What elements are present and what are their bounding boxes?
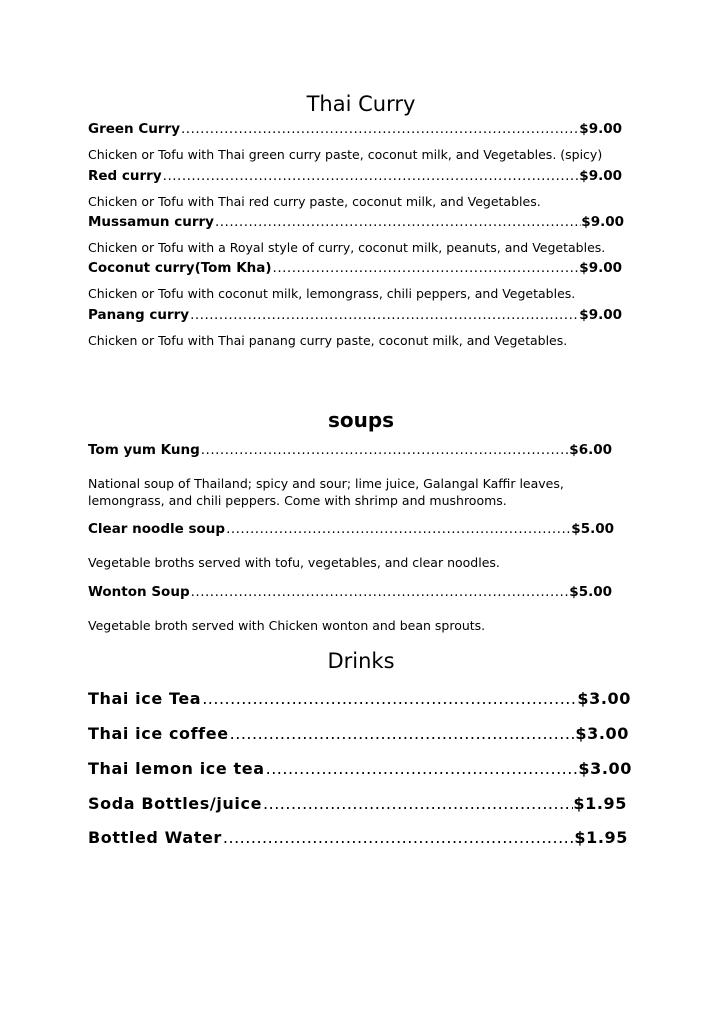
item-name: Thai ice Tea [88, 689, 202, 708]
dot-leader [163, 170, 580, 184]
dot-leader [223, 830, 574, 846]
item-description: Vegetable broths served with tofu, vegetables, and clear noodles. [88, 555, 500, 570]
dot-leader [215, 216, 581, 230]
section-title-drinks: Drinks [327, 649, 395, 673]
item-name: Wonton Soup [88, 584, 190, 600]
dot-leader [230, 726, 576, 742]
menu-item-thai-ice-tea [88, 691, 631, 707]
dot-leader [201, 444, 570, 458]
item-description: Chicken or Tofu with a Royal style of curry, coconut milk, peanuts, and Vegetables. [88, 240, 606, 255]
menu-item-green-curry [88, 123, 622, 137]
menu-item-bottled-water [88, 830, 628, 846]
item-name: Bottled Water [88, 828, 222, 847]
menu-item-thai-lemon-ice-tea [88, 761, 632, 777]
dot-leader [191, 586, 570, 600]
item-name: Clear noodle soup [88, 521, 226, 537]
item-price: $9.00 [579, 307, 622, 323]
dot-leader [202, 691, 577, 707]
item-name: Thai ice coffee [88, 724, 229, 743]
item-price: $9.00 [579, 121, 622, 137]
item-price: $1.95 [573, 794, 627, 813]
item-name: Soda Bottles/juice [88, 794, 263, 813]
item-description: Chicken or Tofu with Thai green curry paste, coconut milk, and Vegetables. (spicy) [88, 147, 603, 162]
item-price: $9.00 [579, 168, 622, 184]
item-name: Mussamun curry [88, 214, 214, 230]
item-price: $9.00 [581, 214, 624, 230]
item-name: Green Curry [88, 121, 180, 137]
item-description: National soup of Thailand; spicy and sour; lime juice, Galangal Kaffir leaves, lemongrass, and chili peppers. Come with shrimp and mushrooms. [88, 476, 564, 508]
dot-leader [266, 761, 579, 777]
menu-item-thai-ice-coffee [88, 726, 629, 742]
item-description: Vegetable broth served with Chicken wonton and bean sprouts. [88, 618, 486, 633]
item-description: Chicken or Tofu with coconut milk, lemongrass, chili peppers, and Vegetables. [88, 286, 576, 301]
dot-leader [226, 523, 571, 537]
menu-item-coconut-curry [88, 262, 622, 276]
item-name: Coconut curry(Tom Kha) [88, 260, 272, 276]
item-description: Chicken or Tofu with Thai panang curry paste, coconut milk, and Vegetables. [88, 333, 568, 348]
menu-item-tom-yum-kung [88, 444, 612, 458]
item-price: $5.00 [569, 584, 612, 600]
item-price: $3.00 [575, 724, 629, 743]
dot-leader [181, 123, 579, 137]
item-price: $1.95 [574, 828, 628, 847]
menu-item-mussamun-curry [88, 216, 624, 230]
item-price: $5.00 [571, 521, 614, 537]
section-title-thai-curry: Thai Curry [306, 92, 416, 116]
dot-leader [190, 309, 579, 323]
menu-item-wonton-soup [88, 586, 612, 600]
item-description: Chicken or Tofu with Thai red curry paste, coconut milk, and Vegetables. [88, 194, 541, 209]
section-title-soups: soups [327, 408, 395, 432]
item-name: Red curry [88, 168, 162, 184]
menu-item-clear-noodle-soup [88, 523, 614, 537]
item-price: $3.00 [577, 689, 631, 708]
dot-leader [273, 262, 580, 276]
menu-item-red-curry [88, 170, 622, 184]
item-price: $6.00 [569, 442, 612, 458]
item-name: Tom yum Kung [88, 442, 200, 458]
menu-item-soda-bottles-juice [88, 796, 627, 812]
item-price: $9.00 [579, 260, 622, 276]
menu-item-panang-curry [88, 309, 622, 323]
item-name: Panang curry [88, 307, 190, 323]
dot-leader [263, 796, 573, 812]
item-name: Thai lemon ice tea [88, 759, 265, 778]
item-price: $3.00 [578, 759, 632, 778]
